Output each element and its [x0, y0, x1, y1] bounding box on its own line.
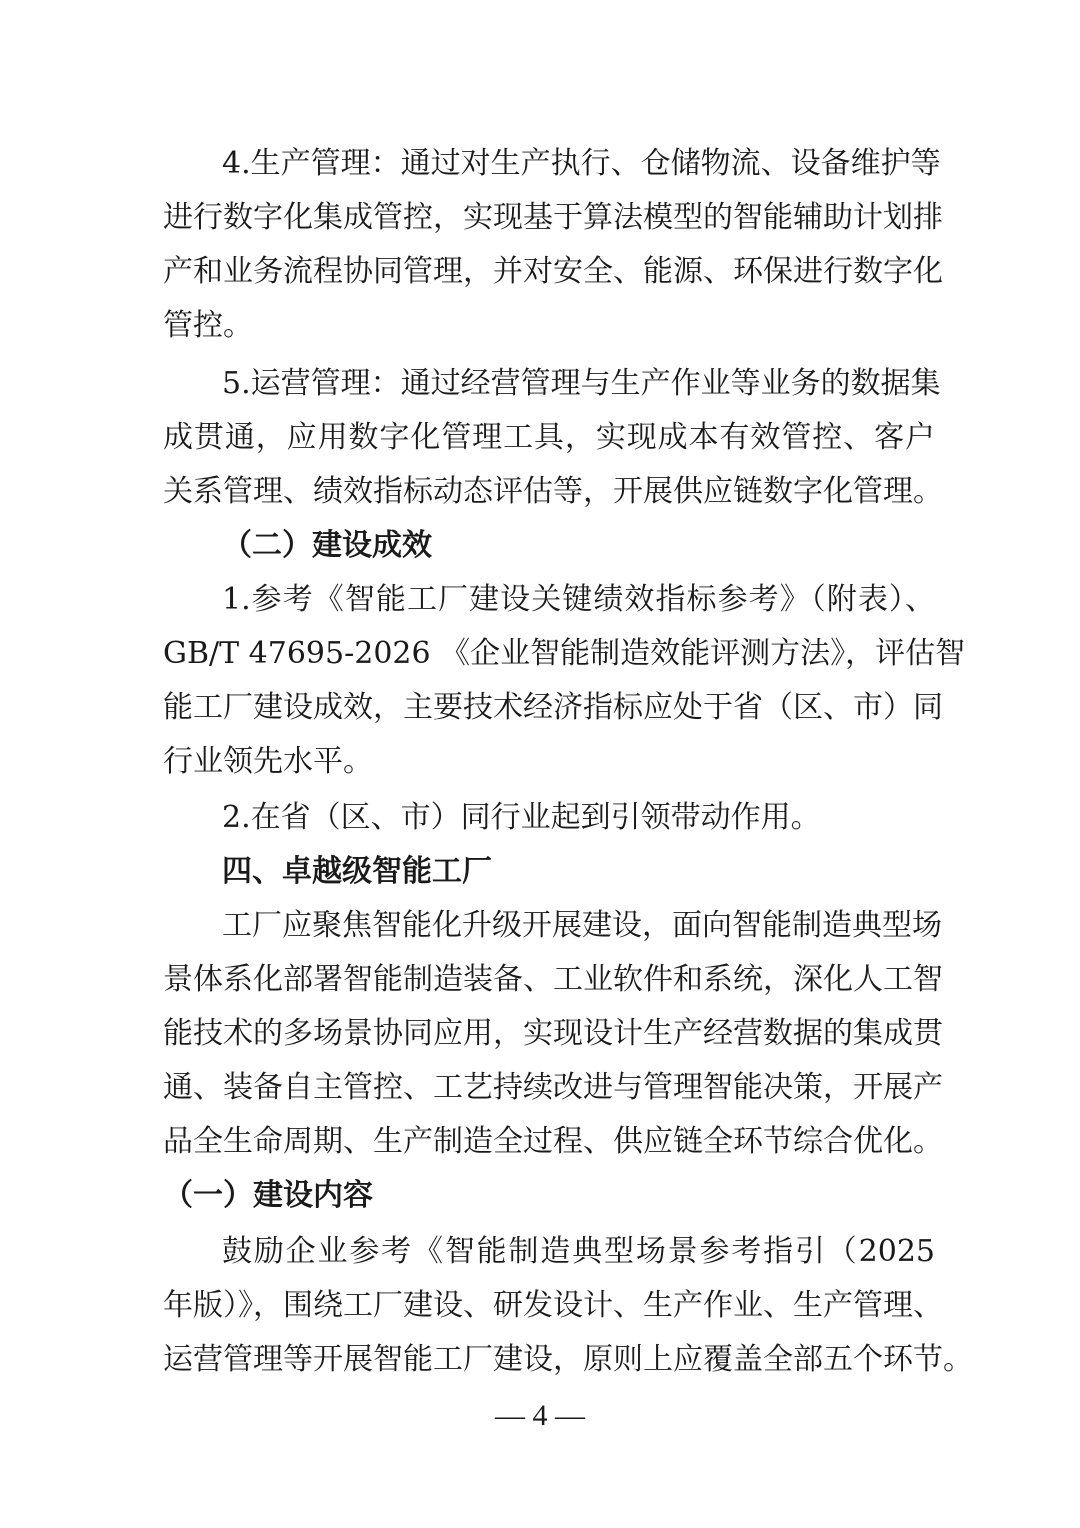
- paragraph-reference-line-3: 能工厂建设成效，主要技术经济指标应处于省（区、市）同: [163, 690, 943, 725]
- paragraph-production-management-line-4: 管控。: [163, 308, 253, 343]
- section-heading-construction-results: （二）建设成效: [222, 528, 432, 563]
- section-heading-excellence-factory: 四、卓越级智能工厂: [222, 854, 492, 889]
- paragraph-encourage-line-3: 运营管理等开展智能工厂建设，原则上应覆盖全部五个环节。: [163, 1342, 973, 1377]
- paragraph-operations-management-line-3: 关系管理、绩效指标动态评估等，开展供应链数字化管理。: [163, 474, 943, 509]
- section-heading-construction-content: （一）建设内容: [163, 1178, 373, 1213]
- paragraph-reference-line-1: 1.参考《智能工厂建设关键绩效指标参考》（附表）、: [222, 582, 935, 617]
- paragraph-production-management-line-1: 4.生产管理：通过对生产执行、仓储物流、设备维护等: [222, 146, 941, 181]
- paragraph-excellence-line-4: 通、装备自主管控、工艺持续改进与管理智能决策，开展产: [163, 1070, 943, 1105]
- paragraph-operations-management-line-2: 成贯通，应用数字化管理工具，实现成本有效管控、客户: [163, 420, 935, 455]
- paragraph-leading-role: 2.在省（区、市）同行业起到引领带动作用。: [222, 800, 821, 835]
- paragraph-encourage-line-2: 年版）》，围绕工厂建设、研发设计、生产作业、生产管理、: [163, 1288, 943, 1323]
- paragraph-production-management-line-2: 进行数字化集成管控，实现基于算法模型的智能辅助计划排: [163, 200, 943, 235]
- paragraph-excellence-line-3: 能技术的多场景协同应用，实现设计生产经营数据的集成贯: [163, 1016, 943, 1051]
- paragraph-operations-management-line-1: 5.运营管理：通过经营管理与生产作业等业务的数据集: [222, 366, 941, 401]
- paragraph-reference-line-4: 行业领先水平。: [163, 744, 373, 779]
- paragraph-excellence-line-1: 工厂应聚焦智能化升级开展建设，面向智能制造典型场: [222, 908, 942, 943]
- paragraph-reference-line-2: GB/T 47695-2026 《企业智能制造效能评测方法》，评估智: [163, 636, 966, 671]
- paragraph-encourage-line-1: 鼓励企业参考《智能制造典型场景参考指引（2025: [222, 1234, 935, 1269]
- paragraph-production-management-line-3: 产和业务流程协同管理，并对安全、能源、环保进行数字化: [163, 254, 943, 289]
- paragraph-excellence-line-5: 品全生命周期、生产制造全过程、供应链全环节综合优化。: [163, 1124, 943, 1159]
- page-number: — 4 —: [495, 1399, 585, 1432]
- paragraph-excellence-line-2: 景体系化部署智能制造装备、工业软件和系统，深化人工智: [163, 962, 943, 997]
